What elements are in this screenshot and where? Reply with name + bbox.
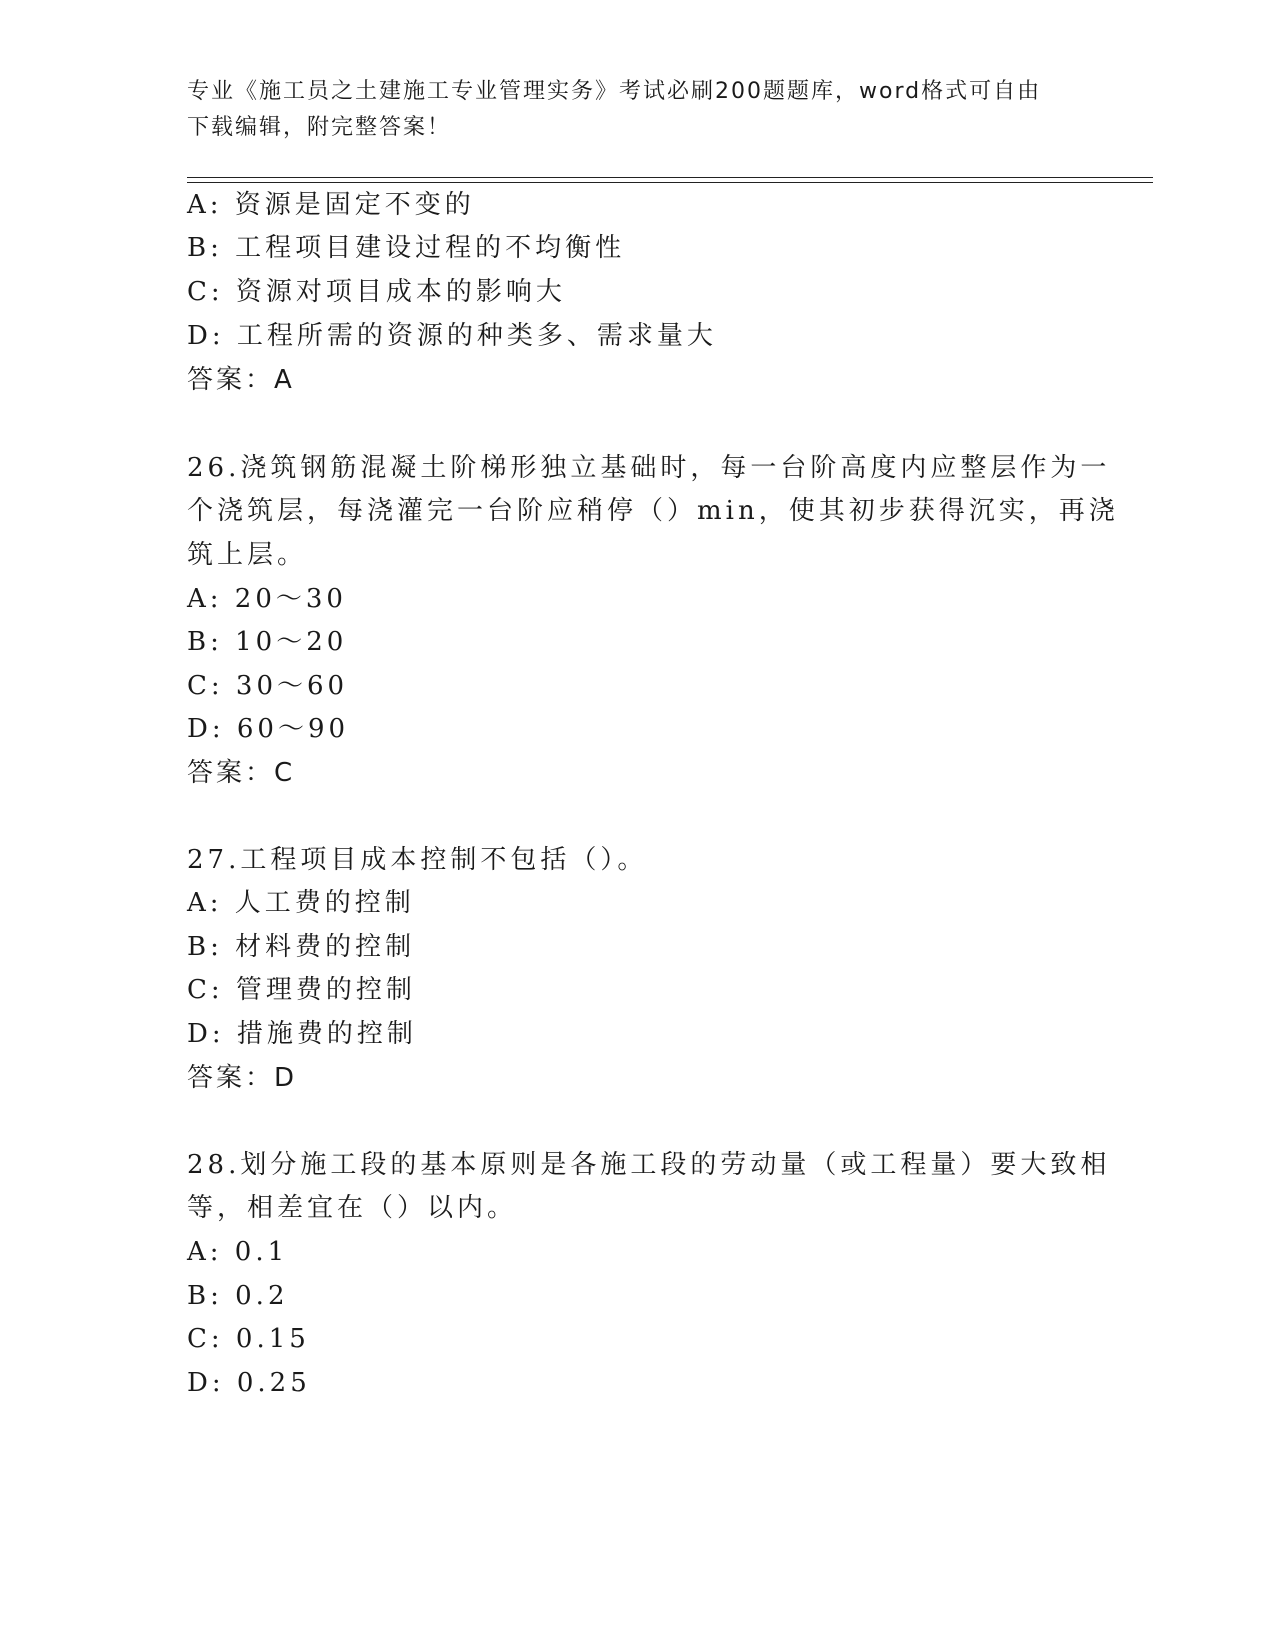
q28-option-d: D: 0.25	[187, 1368, 311, 1398]
q26-option-d: D: 60～90	[187, 714, 350, 744]
q28-stem-line-1: 28.划分施工段的基本原则是各施工段的劳动量（或工程量）要大致相	[187, 1150, 1111, 1180]
q26-stem-line-1: 26.浇筑钢筋混凝土阶梯形独立基础时，每一台阶高度内应整层作为一	[187, 453, 1111, 483]
q25-option-d: D: 工程所需的资源的种类多、需求量大	[187, 321, 717, 351]
q25-option-b: B: 工程项目建设过程的不均衡性	[187, 233, 626, 263]
q28-option-b: B: 0.2	[187, 1281, 289, 1311]
q25-option-c: C: 资源对项目成本的影响大	[187, 277, 566, 307]
q27-option-a: A: 人工费的控制	[187, 888, 415, 918]
header-line-1: 专业《施工员之土建施工专业管理实务》考试必刷200题题库，word格式可自由	[187, 79, 1042, 104]
q25-option-a: A: 资源是固定不变的	[187, 190, 475, 220]
q27-stem-line-1: 27.工程项目成本控制不包括（）。	[187, 845, 648, 875]
document-header	[187, 74, 1067, 146]
q26-stem-line-3: 筑上层。	[187, 540, 308, 570]
header-rule-bottom	[187, 182, 1153, 183]
q27-option-c: C: 管理费的控制	[187, 975, 416, 1005]
q27-option-d: D: 措施费的控制	[187, 1019, 417, 1049]
q26-option-c: C: 30～60	[187, 671, 349, 701]
q28-stem-line-2: 等，相差宜在（）以内。	[187, 1193, 518, 1223]
q26-option-b: B: 10～20	[187, 627, 348, 657]
header-rule-top	[187, 177, 1153, 178]
q28-option-a: A: 0.1	[187, 1237, 289, 1267]
header-line-2: 下载编辑，附完整答案！	[187, 115, 452, 140]
q26-option-a: A: 20～30	[187, 584, 347, 614]
q27-option-b: B: 材料费的控制	[187, 932, 416, 962]
q26-answer: 答案：C	[187, 758, 296, 788]
q28-option-c: C: 0.15	[187, 1324, 310, 1354]
q27-answer: 答案：D	[187, 1063, 298, 1093]
q25-answer: 答案：A	[187, 365, 295, 395]
q26-stem-line-2: 个浇筑层，每浇灌完一台阶应稍停（）min，使其初步获得沉实，再浇	[187, 496, 1119, 526]
